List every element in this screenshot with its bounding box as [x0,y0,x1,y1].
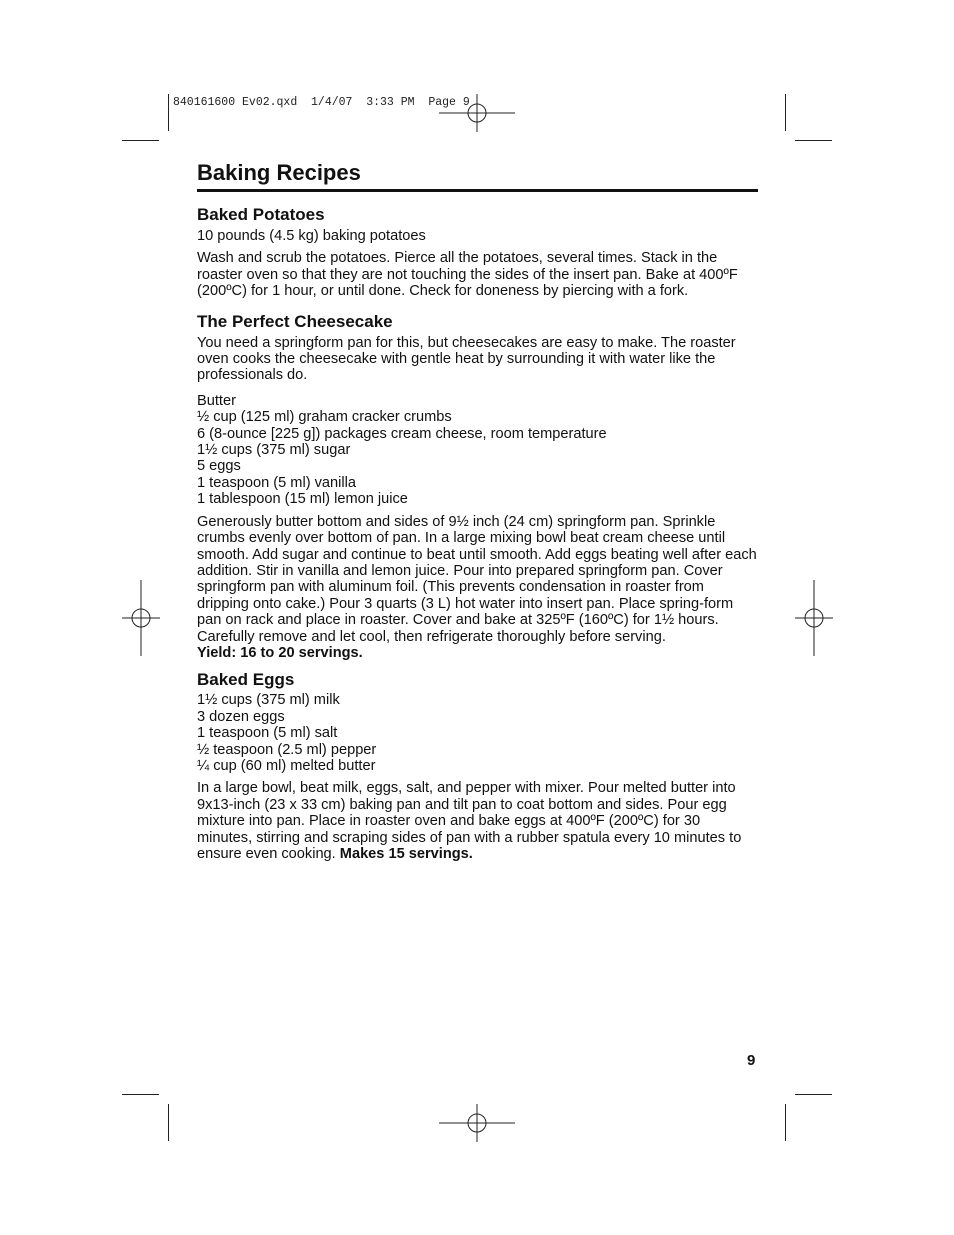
ingredient-line: 5 eggs [197,458,241,475]
ingredient-line: ½ cup (125 ml) graham cracker crumbs [197,409,452,426]
crop-mark [168,1104,169,1141]
crop-mark [122,1094,159,1095]
ingredient-list [197,393,757,508]
ingredient-list [197,692,757,774]
recipe-cheesecake [197,312,757,662]
recipe-intro: You need a springform pan for this, but cheesecakes are easy to make. The roaster oven cooks the cheesecake with gentle heat by surrounding it with water like the professionals do. [197,334,736,384]
recipe-yield: Makes 15 servings. [339,846,473,862]
recipe-title: Baked Potatoes [197,205,325,224]
ingredient-line: ¼ cup (60 ml) melted butter [197,757,376,774]
page-content [197,160,757,862]
page-number: 9 [747,1052,756,1069]
crop-mark [168,94,169,131]
registration-mark-icon [439,94,515,132]
registration-mark-icon [795,580,833,656]
crop-mark [785,1104,786,1141]
crop-mark [122,140,159,141]
ingredient-line: 1 tablespoon (15 ml) lemon juice [197,491,408,508]
crop-mark [795,1094,832,1095]
directions-text: In a large bowl, beat milk, eggs, salt, and pepper with mixer. Pour melted butter into 9x13-inch (23 x 33 cm) baking pan and tilt pan to coat bottom and sides. Pour egg mixture into pan. Place in roaster oven and bake eggs at 400ºF (200ºC) for 30 minutes, stirring and scraping sides of pan with a rubber spatula every 10 minutes to ensure even cooking. [197,780,742,862]
ingredient-line: 3 dozen eggs [197,708,285,725]
ingredient-line: 6 (8-ounce [225 g]) packages cream cheese, room temperature [197,425,607,442]
ingredient-line: 1½ cups (375 ml) milk [197,692,340,709]
directions-text: Generously butter bottom and sides of 9½ inch (24 cm) springform pan. Sprinkle crumbs evenly over bottom of pan. In a large mixing bowl beat cream cheese until smooth. Add sugar and continue to beat until smooth. Add eggs beating well after each addition. Stir in vanilla and lemon juice. Pour into prepared springform pan. Cover springform pan with aluminum foil. (This prevents condensation in roaster from dripping onto cake.) Pour 3 quarts (3 L) hot water into insert pan. Place spring-form pan on rack and place in roaster. Cover and bake at 325ºF (160ºC) for 1½ hours. Carefully remove and let cool, then refrigerate thoroughly before serving. [197,513,757,645]
ingredient-line: ½ teaspoon (2.5 ml) pepper [197,741,377,758]
recipe-baked-eggs [197,670,757,862]
crop-mark [785,94,786,131]
recipe-directions [197,780,757,862]
registration-mark-icon [439,1104,515,1142]
recipe-yield: Yield: 16 to 20 servings. [197,644,363,661]
ingredient-line: 1½ cups (375 ml) sugar [197,442,351,459]
ingredient-line: Butter [197,392,236,409]
ingredient-line: 10 pounds (4.5 kg) baking potatoes [197,228,426,244]
crop-mark [795,140,832,141]
ingredient-line: 1 teaspoon (5 ml) vanilla [197,474,356,491]
recipe-title: Baked Eggs [197,670,295,690]
recipe-baked-potatoes [197,205,757,300]
page-title: Baking Recipes [197,160,758,192]
ingredient-line: 1 teaspoon (5 ml) salt [197,725,338,742]
recipe-title: The Perfect Cheesecake [197,311,393,331]
recipe-directions: Wash and scrub the potatoes. Pierce all the potatoes, several times. Stack in the roaster oven so that they are not touching the sides of the insert pan. Bake at 400ºF (200ºC) for 1 hour, or until done. Check for doneness by piercing with a fork. [197,250,738,300]
registration-mark-icon [122,580,160,656]
recipe-directions [197,514,757,662]
print-slug: 840161600 Ev02.qxd 1/4/07 3:33 PM Page 9 [173,96,470,109]
